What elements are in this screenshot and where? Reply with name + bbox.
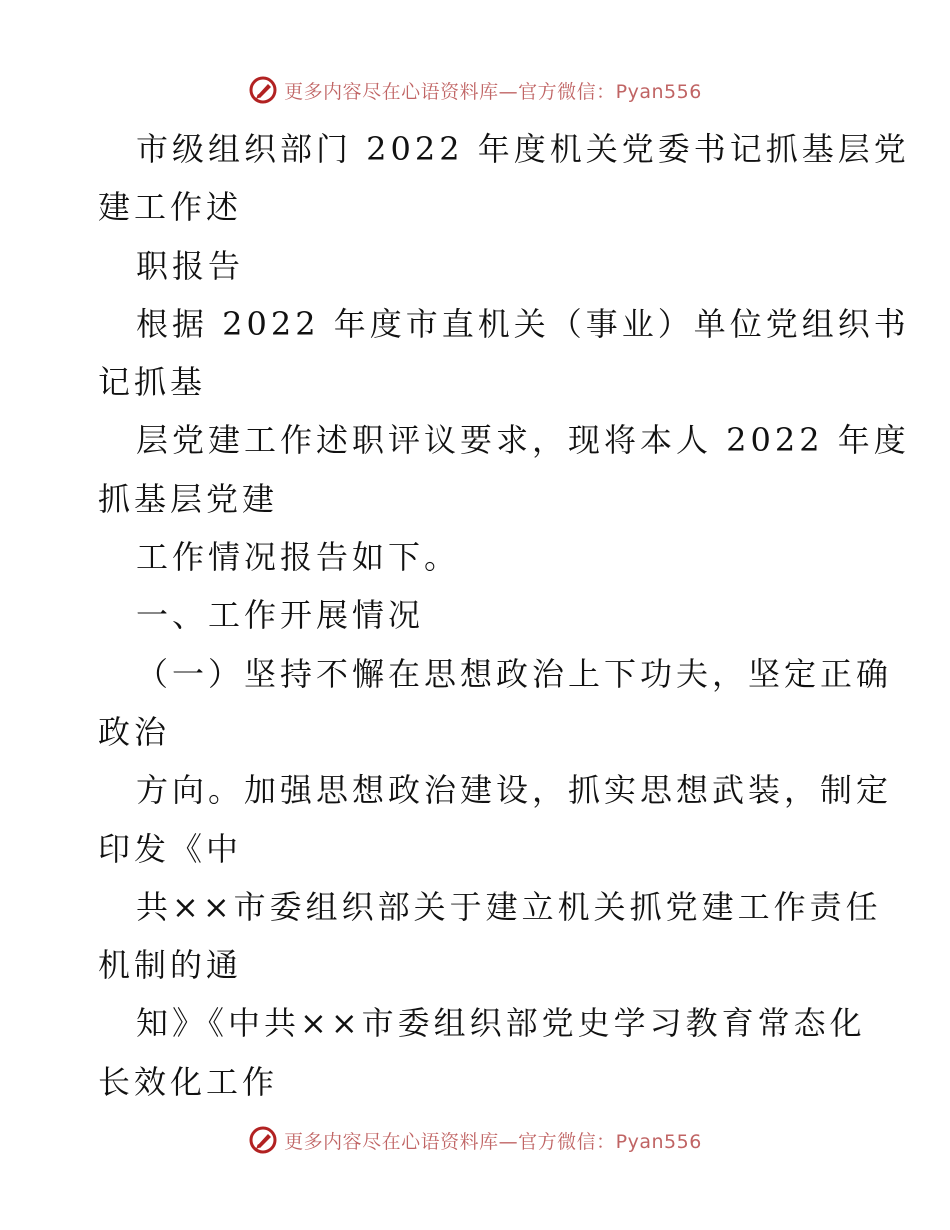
text-line: 层党建工作述职评议要求，现将本人 2022 年度 bbox=[136, 421, 910, 460]
text-line: 职报告 bbox=[136, 246, 245, 285]
text-line: 方向。加强思想政治建设，抓实思想武装，制定 bbox=[136, 771, 893, 810]
watermark-text: 更多内容尽在心语资料库—官方微信：Pyan556 bbox=[284, 80, 702, 103]
text-line: 建工作述 bbox=[98, 188, 243, 227]
text-line: 政治 bbox=[98, 712, 171, 751]
text-line: 长效化工作 bbox=[98, 1062, 279, 1101]
text-line: 抓基层党建 bbox=[98, 479, 279, 518]
text-line: （一）坚持不懈在思想政治上下功夫，坚定正确 bbox=[136, 654, 893, 693]
header-watermark bbox=[0, 70, 950, 110]
text-line: 一、工作开展情况 bbox=[136, 596, 425, 635]
pen-logo-icon bbox=[248, 1125, 278, 1155]
footer-watermark bbox=[0, 1120, 950, 1160]
pen-logo-icon bbox=[248, 75, 278, 105]
watermark-text: 更多内容尽在心语资料库—官方微信：Pyan556 bbox=[284, 1130, 702, 1153]
text-line: 市级组织部门 2022 年度机关党委书记抓基层党 bbox=[136, 130, 910, 168]
text-line: 印发《中 bbox=[98, 829, 243, 868]
text-line: 根据 2022 年度市直机关（事业）单位党组织书 bbox=[136, 304, 910, 343]
text-line: 记抓基 bbox=[98, 363, 207, 402]
text-line: 共××市委组织部关于建立机关抓党建工作责任 bbox=[136, 887, 882, 926]
document-body bbox=[98, 120, 910, 1111]
text-line: 知》《中共××市委组织部党史学习教育常态化 bbox=[136, 1004, 866, 1043]
text-line: 工作情况报告如下。 bbox=[136, 538, 461, 577]
text-line: 机制的通 bbox=[98, 946, 243, 985]
